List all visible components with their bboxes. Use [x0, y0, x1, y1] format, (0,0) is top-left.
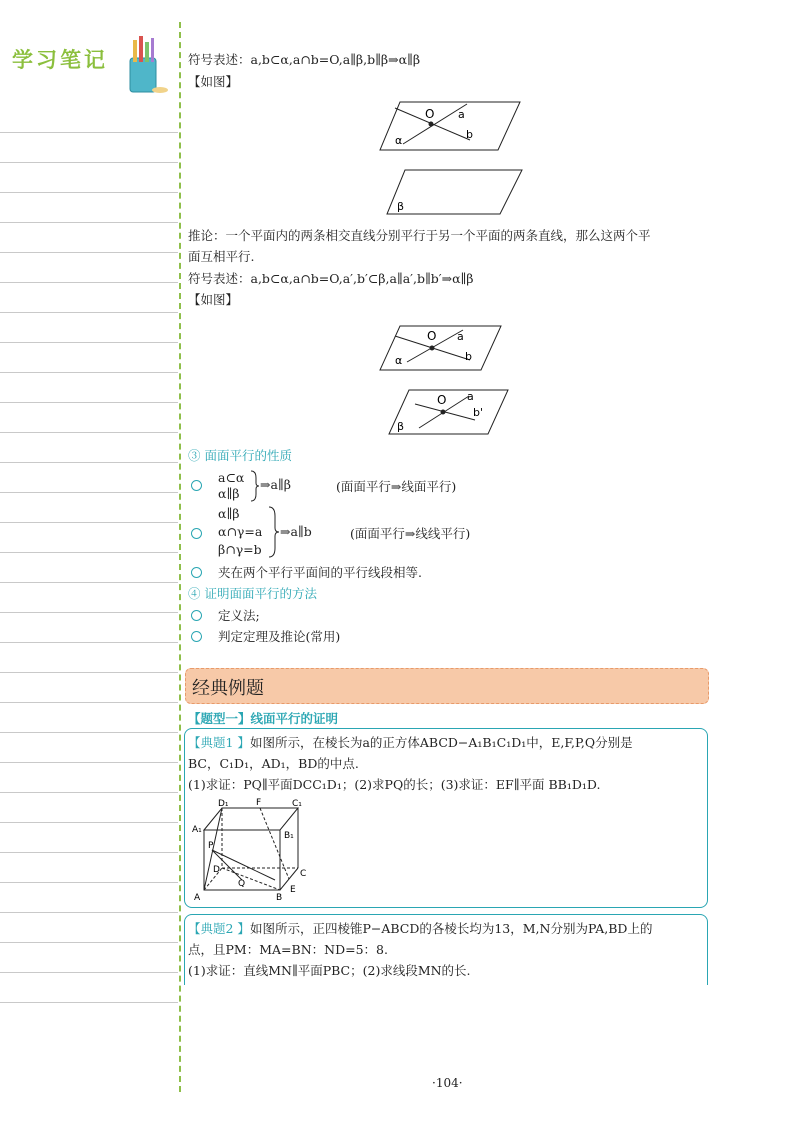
bullet-circle-5 — [191, 631, 202, 642]
cube-label-C1: C₁ — [292, 799, 302, 809]
pencil-cup-icon — [116, 36, 172, 96]
cube-label-P: P — [208, 841, 214, 851]
cube-figure — [190, 796, 310, 904]
prop1-b: α∥β — [218, 486, 240, 501]
example-1-line-1 — [188, 733, 633, 751]
cube-label-A1: A₁ — [192, 825, 202, 835]
corollary-line-2: 面互相平行. — [188, 249, 255, 264]
label-b-2: b — [465, 350, 472, 363]
bullet-circle-4 — [191, 610, 202, 621]
cube-label-C: C — [300, 869, 307, 879]
parallel-planes-figure-2 — [375, 320, 525, 438]
notes-sidebar — [0, 0, 182, 1122]
cube-label-E: E — [290, 885, 296, 895]
parallel-planes-figure-1 — [375, 100, 525, 220]
prop1-note: (面面平行⇒线面平行) — [336, 479, 457, 494]
label-alpha: α — [395, 134, 403, 147]
prop2-result: ⇒a∥b — [280, 524, 312, 539]
label-O: O — [425, 107, 435, 121]
label-beta-2: β — [397, 420, 405, 433]
prop1-result: ⇒a∥β — [260, 477, 291, 492]
prop2-a: α∥β — [218, 506, 240, 521]
example-1-line-2: BC，C₁D₁，AD₁，BD的中点. — [188, 756, 359, 771]
label-b: b — [466, 128, 473, 141]
example-2-tag: 【典题2 】 — [188, 921, 250, 936]
figure-label-2: 【如图】 — [188, 292, 239, 307]
example-1-text-1: 如图所示，在棱长为a的正方体ABCD−A₁B₁C₁D₁中，E,F,P,Q分别是 — [249, 735, 633, 750]
corollary-line-1: 推论：一个平面内的两条相交直线分别平行于另一个平面的两条直线，那么这两个平 — [188, 228, 651, 243]
bullet-circle-2 — [191, 528, 202, 539]
page-number: ·104· — [432, 1076, 463, 1090]
brace-icon — [250, 470, 260, 502]
bullet-circle-1 — [191, 480, 202, 491]
label-a-2: a — [457, 330, 464, 343]
type-1-title: 【题型一】线面平行的证明 — [188, 711, 339, 726]
dashed-divider — [179, 22, 181, 1092]
brace-icon-2 — [268, 506, 280, 558]
label-beta: β — [397, 200, 405, 213]
bullet-circle-3 — [191, 567, 202, 578]
section-4-title: ④ 证明面面平行的方法 — [188, 586, 317, 601]
example-2-text-1: 如图所示，正四棱锥P−ABCD的各棱长均为13，M,N分别为PA,BD上的 — [249, 921, 653, 936]
cube-label-B: B — [276, 893, 283, 903]
banner-title: 经典例题 — [192, 678, 264, 699]
figure-label-1: 【如图】 — [188, 74, 239, 89]
section-3-title: ③ 面面平行的性质 — [188, 448, 292, 463]
prop1-a: a⊂α — [218, 470, 245, 485]
cube-label-Q: Q — [238, 879, 246, 889]
cube-label-A: A — [194, 893, 201, 903]
label-a: a — [458, 108, 465, 121]
example-1-tag: 【典题1 】 — [188, 735, 250, 750]
example-1-line-3: (1)求证：PQ∥平面DCC₁D₁；(2)求PQ的长；(3)求证：EF∥平面 BB₁D₁D. — [188, 777, 601, 792]
method-2: 判定定理及推论(常用) — [218, 629, 341, 644]
cube-label-D: D — [213, 865, 220, 875]
prop2-note: (面面平行⇒线线平行) — [350, 526, 471, 541]
cube-label-B1: B₁ — [284, 831, 294, 841]
prop2-b: α∩γ=a — [218, 524, 263, 539]
label-a-3: a — [467, 390, 474, 403]
method-1: 定义法; — [218, 608, 260, 623]
example-2-line-2: 点，且PM：MA=BN：ND=5：8. — [188, 942, 388, 957]
example-2-line-3: (1)求证：直线MN∥平面PBC；(2)求线段MN的长. — [188, 963, 471, 978]
label-O-3: O — [437, 393, 447, 407]
classic-examples-banner — [185, 668, 709, 704]
cube-label-F: F — [256, 798, 262, 808]
prop2-c: β∩γ=b — [218, 542, 262, 557]
label-O-2: O — [427, 329, 437, 343]
sidebar-title: 学习笔记 — [12, 48, 108, 72]
prop3: 夹在两个平行平面间的平行线段相等. — [218, 565, 422, 580]
symbol-statement-1: 符号表述：a,b⊂α,a∩b=O,a∥β,b∥β⇒α∥β — [188, 52, 421, 67]
label-alpha-2: α — [395, 354, 403, 367]
example-2-line-1 — [188, 919, 652, 937]
cube-label-D1: D₁ — [218, 799, 229, 809]
symbol-statement-2: 符号表述：a,b⊂α,a∩b=O,a′,b′⊂β,a∥a′,b∥b′⇒α∥β — [188, 271, 474, 286]
label-bprime: b' — [473, 406, 484, 419]
